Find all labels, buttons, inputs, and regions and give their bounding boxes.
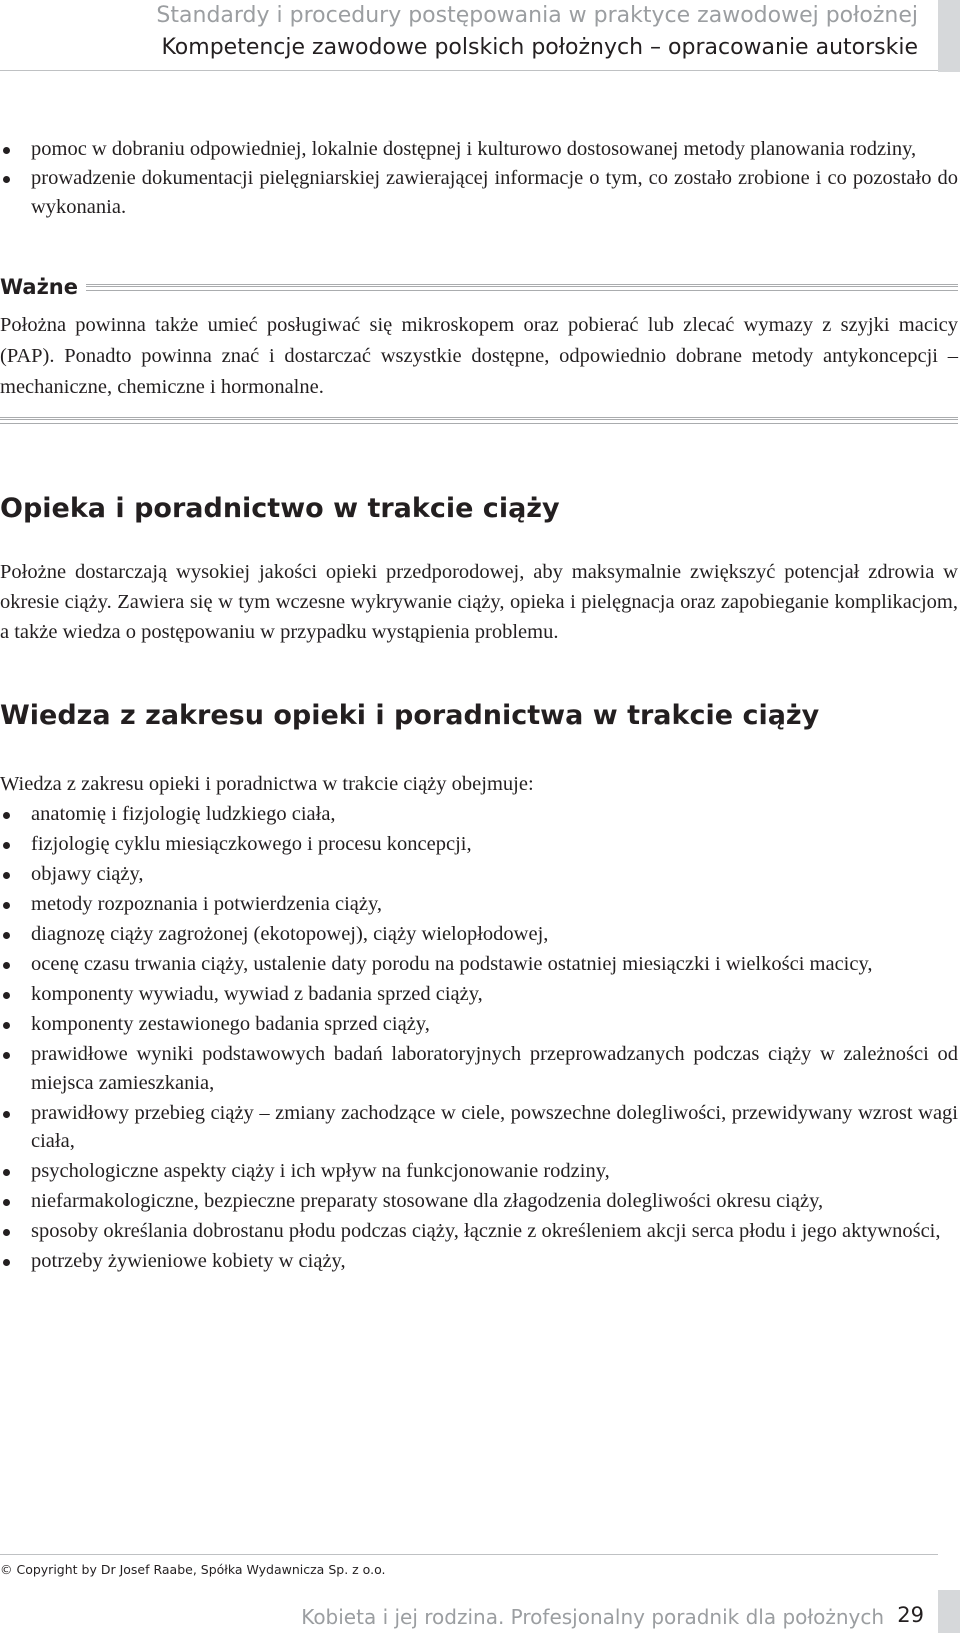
important-text: Położna powinna także umieć posługiwać się mikroskopem oraz pobierać lub zlecać wymazy z szyjki macicy (PAP). Ponadto powinna znać i dostarczać wszystkie dostępne, odpowiednio dobrane metody antykoncepcji – mechaniczne, chemiczne i hormonalne.: [0, 314, 958, 398]
header-series-title: Standardy i procedury postępowania w praktyce zawodowej położnej: [156, 3, 918, 28]
footer-book-title: Kobieta i jej rodzina. Profesjonalny poradnik dla położnych: [301, 1605, 884, 1629]
important-bottom-rule: [0, 417, 958, 424]
header-side-bar: [938, 0, 960, 72]
important-top-rule: [86, 284, 958, 291]
important-box: [0, 272, 958, 424]
list-item: fizjologię cyklu miesiączkowego i procesu koncepcji,: [0, 830, 958, 859]
list-item: metody rozpoznania i potwierdzenia ciąży,: [0, 890, 958, 919]
list-item: psychologiczne aspekty ciąży i ich wpływ na funkcjonowanie rodziny,: [0, 1157, 958, 1186]
list-item: anatomię i fizjologię ludzkiego ciała,: [0, 800, 958, 829]
list-item: komponenty wywiadu, wywiad z badania sprzed ciąży,: [0, 980, 958, 1009]
list-item: prawidłowy przebieg ciąży – zmiany zachodzące w ciele, powszechne dolegliwości, przewidywany wzrost wagi ciała,: [0, 1099, 958, 1156]
running-header: [0, 0, 960, 72]
header-chapter-title: Kompetencje zawodowe polskich położnych – opracowanie autorskie: [161, 35, 918, 60]
list-item: pomoc w dobraniu odpowiedniej, lokalnie dostępnej i kulturowo dostosowanej metody planowania rodziny,: [0, 135, 958, 164]
section-intro: Wiedza z zakresu opieki i poradnictwa w trakcie ciąży obejmuje:: [0, 773, 534, 795]
important-title: Ważne: [0, 275, 79, 299]
section-heading: Opieka i poradnictwo w trakcie ciąży: [0, 493, 560, 524]
list-item: ocenę czasu trwania ciąży, ustalenie daty porodu na podstawie ostatniej miesiączki i wielkości macicy,: [0, 950, 958, 979]
list-item: komponenty zestawionego badania sprzed ciąży,: [0, 1010, 958, 1039]
list-item: diagnozę ciąży zagrożonej (ekotopowej), ciąży wielopłodowej,: [0, 920, 958, 949]
list-item: niefarmakologiczne, bezpieczne preparaty stosowane dla złagodzenia dolegliwości okresu ciąży,: [0, 1187, 958, 1216]
page-number: 29: [897, 1603, 924, 1627]
important-header: [0, 272, 958, 302]
copyright-notice: © Copyright by Dr Josef Raabe, Spółka Wydawnicza Sp. z o.o.: [0, 1562, 386, 1577]
list-item: potrzeby żywieniowe kobiety w ciąży,: [0, 1247, 958, 1276]
section-pregnancy-knowledge: [0, 699, 958, 1276]
section-pregnancy-care: [0, 492, 958, 647]
intro-list: [0, 135, 958, 222]
section-heading: Wiedza z zakresu opieki i poradnictwa w trakcie ciąży: [0, 700, 820, 731]
footer-rule: [0, 1554, 938, 1555]
header-rule: [0, 70, 938, 71]
list-item: sposoby określania dobrostanu płodu podczas ciąży, łącznie z określeniem akcji serca płodu i jego aktywności,: [0, 1217, 958, 1246]
list-item: prowadzenie dokumentacji pielęgniarskiej zawierającej informacje o tym, co zostało zrobione i co pozostało do wykonania.: [0, 164, 958, 222]
list-item: objawy ciąży,: [0, 860, 958, 889]
list-item: prawidłowe wyniki podstawowych badań laboratoryjnych przeprowadzanych podczas ciąży w zależności od miejsca zamieszkania,: [0, 1040, 958, 1097]
knowledge-list: [0, 800, 958, 1276]
page-body: [0, 135, 958, 1277]
section-paragraph: Położne dostarczają wysokiej jakości opieki przedporodowej, aby maksymalnie zwiększyć potencjał zdrowia w okresie ciąży. Zawiera się w tym wczesne wykrywanie ciąży, opieka i pielęgnacja oraz zapobieganie komplikacjom, a także wiedza o postępowaniu w przypadku wystąpienia problemu.: [0, 561, 958, 643]
footer-side-bar: [938, 1590, 960, 1633]
